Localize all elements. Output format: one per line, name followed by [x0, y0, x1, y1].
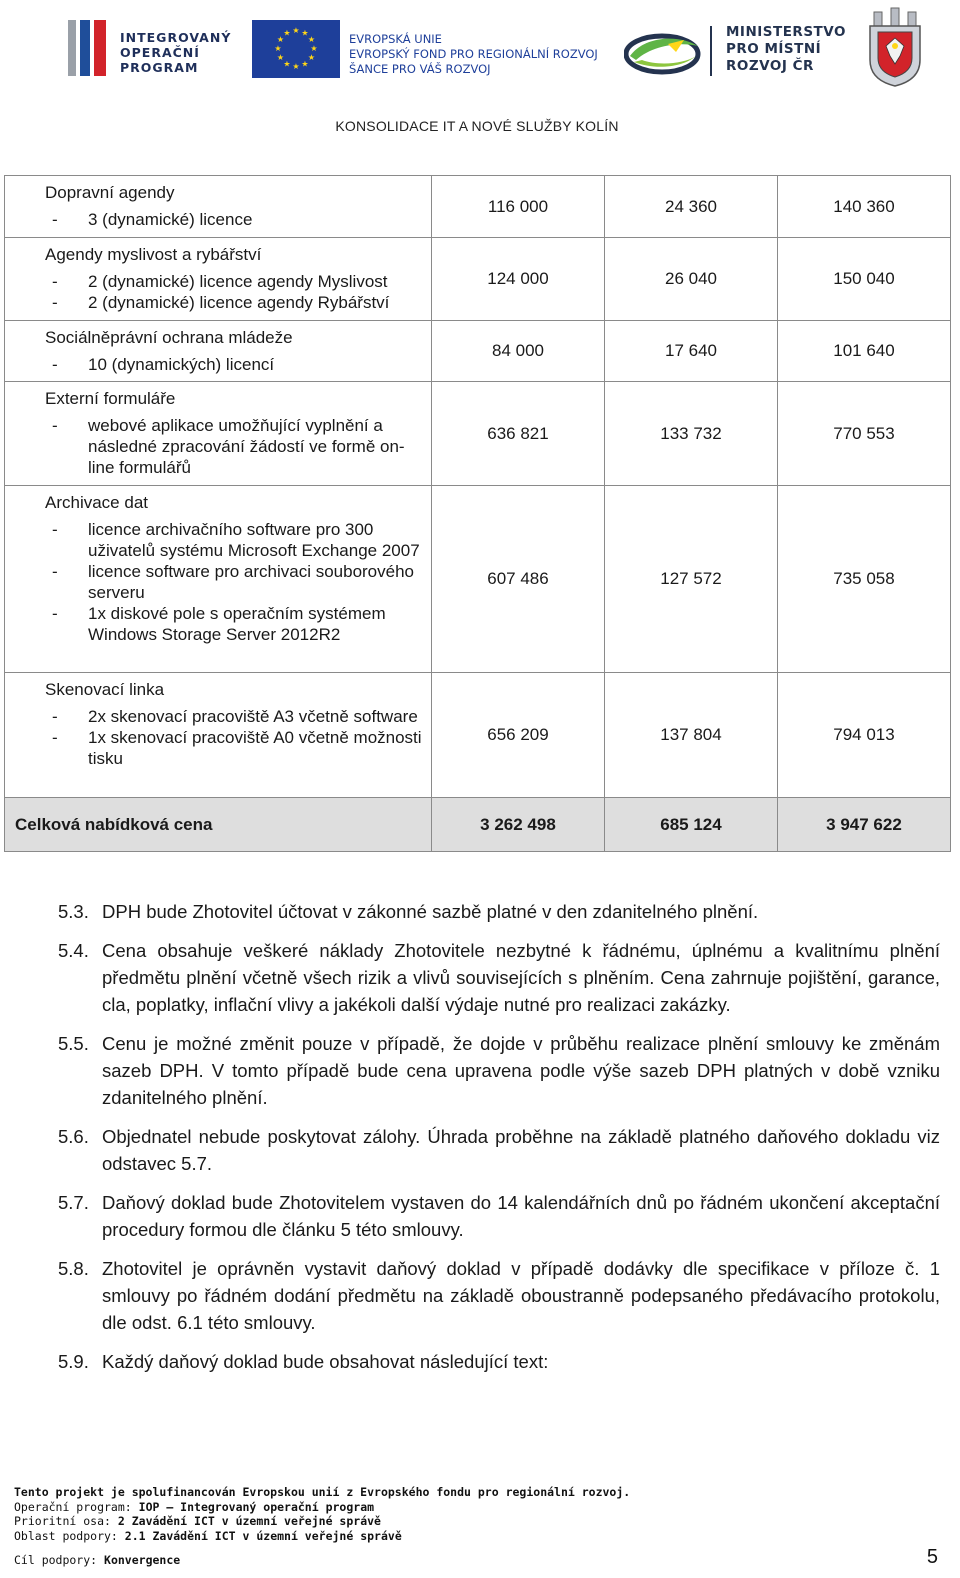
clause: [58, 1189, 940, 1243]
item-heading: Archivace dat: [45, 493, 148, 512]
total-price-with-vat: 3 947 622: [778, 798, 951, 852]
page-footer: [14, 1485, 914, 1568]
clause: [58, 937, 940, 1018]
price-without-vat: 116 000: [432, 176, 605, 238]
mmr-divider: [710, 26, 712, 76]
table-row: [5, 486, 951, 673]
item-description: [5, 382, 432, 486]
svg-text:★: ★: [292, 26, 300, 35]
list-item: - 1x skenovací pracoviště A0 včetně možnosti tisku: [45, 727, 423, 769]
clause-number: 5.3.: [58, 901, 89, 922]
clause-text: Cenu je možné změnit pouze v případě, že dojde v průběhu realizace plnění smlouvy ke změnám sazeb DPH. V tomto případě bude cena upravena podle výše sazeb DPH platných v době vzniku zdanitelného plnění.: [102, 1033, 940, 1108]
item-description: [5, 321, 432, 382]
table-row: [5, 176, 951, 238]
list-item: - 1x diskové pole s operačním systémem Windows Storage Server 2012R2: [45, 603, 423, 645]
list-item: - 10 (dynamických) licencí: [45, 354, 423, 375]
price-with-vat: 101 640: [778, 321, 951, 382]
price-without-vat: 607 486: [432, 486, 605, 673]
svg-text:★: ★: [301, 28, 309, 38]
clause-number: 5.9.: [58, 1351, 89, 1372]
svg-text:★: ★: [276, 35, 285, 44]
vat-amount: 17 640: [605, 321, 778, 382]
price-with-vat: 770 553: [778, 382, 951, 486]
table-row: [5, 673, 951, 798]
clause: [58, 1030, 940, 1111]
item-list: [45, 706, 423, 769]
list-item: - 3 (dynamické) licence: [45, 209, 423, 230]
list-item: - licence archivačního software pro 300 uživatelů systému Microsoft Exchange 2007: [45, 519, 423, 561]
price-table: [4, 175, 951, 852]
svg-text:★: ★: [307, 35, 316, 44]
clause: [58, 1348, 940, 1375]
table-row: [5, 321, 951, 382]
svg-text:★: ★: [283, 59, 291, 69]
item-list: [45, 415, 423, 478]
running-title: KONSOLIDACE IT A NOVÉ SLUŽBY KOLÍN: [335, 118, 619, 134]
table-row: [5, 238, 951, 321]
iop-logo-icon: [68, 20, 114, 76]
price-with-vat: 150 040: [778, 238, 951, 321]
footer-axis: Prioritní osa: 2 Zavádění ICT v územní veřejné správě: [14, 1514, 381, 1528]
clause: [58, 1123, 940, 1177]
vat-amount: 127 572: [605, 486, 778, 673]
vat-amount: 26 040: [605, 238, 778, 321]
footer-program: Operační program: IOP – Integrovaný operační program: [14, 1499, 375, 1514]
cofinancing-note: Tento projekt je spolufinancován Evropskou unií z Evropského fondu pro regionální rozvoj.: [14, 1485, 631, 1499]
footer-goal: Cíl podpory: Konvergence: [14, 1553, 181, 1567]
price-without-vat: 84 000: [432, 321, 605, 382]
footer-area: Oblast podpory: 2.1 Zavádění ICT v územní veřejné správě: [14, 1528, 402, 1543]
clause-text: Cena obsahuje veškeré náklady Zhotovitele nezbytné k řádnému, úplnému a kvalitnímu plnění předmětu plnění včetně všech rizik a vlivů souvisejících s plněním. Cena zahrnuje pojištění, garance, cla, poplatky, inflační vlivy a jakékoli další výdaje nutné pro realizaci zakázky.: [102, 940, 940, 1015]
item-list: [45, 271, 423, 313]
price-without-vat: 636 821: [432, 382, 605, 486]
item-heading: Agendy myslivost a rybářství: [45, 245, 262, 264]
svg-text:★: ★: [307, 53, 316, 62]
vat-amount: 137 804: [605, 673, 778, 798]
list-item: - 2 (dynamické) licence agendy Myslivost: [45, 271, 423, 292]
list-item: - 2 (dynamické) licence agendy Rybářství: [45, 292, 423, 313]
eu-logo-text: EVROPSKÁ UNIE EVROPSKÝ FOND PRO REGIONÁLNÍ ROZVOJ ŠANCE PRO VÁŠ ROZVOJ: [349, 32, 598, 76]
iop-logo-text: INTEGROVANÝ OPERAČNÍ PROGRAM: [120, 30, 232, 75]
clause-number: 5.6.: [58, 1126, 89, 1147]
clause-text: Každý daňový doklad bude obsahovat následující text:: [102, 1351, 549, 1372]
svg-text:★: ★: [301, 59, 309, 69]
total-row: [5, 798, 951, 852]
price-with-vat: 794 013: [778, 673, 951, 798]
vat-amount: 133 732: [605, 382, 778, 486]
list-item: - 2x skenovací pracoviště A3 včetně software: [45, 706, 423, 727]
item-heading: Dopravní agendy: [45, 183, 175, 202]
clause-text: DPH bude Zhotovitel účtovat v zákonné sazbě platné v den zdanitelného plnění.: [102, 901, 759, 922]
mmr-logo: [624, 22, 854, 82]
item-heading: Skenovací linka: [45, 680, 165, 699]
vat-amount: 24 360: [605, 176, 778, 238]
price-with-vat: 140 360: [778, 176, 951, 238]
item-list: [45, 209, 423, 230]
clause: [58, 898, 940, 925]
page-number: 5: [926, 1546, 938, 1568]
mmr-swoosh-icon: [624, 30, 702, 76]
clause-number: 5.7.: [58, 1192, 89, 1213]
item-description: [5, 486, 432, 673]
price-with-vat: 735 058: [778, 486, 951, 673]
price-without-vat: 124 000: [432, 238, 605, 321]
kolin-crest-icon: [860, 6, 930, 88]
clause-number: 5.8.: [58, 1258, 89, 1279]
item-list: [45, 519, 423, 645]
item-description: [5, 176, 432, 238]
clause: [58, 1255, 940, 1336]
svg-text:★: ★: [283, 28, 291, 38]
item-description: [5, 238, 432, 321]
total-vat-amount: 685 124: [605, 798, 778, 852]
logo-strip: [0, 0, 960, 100]
svg-text:★: ★: [292, 62, 300, 71]
item-description: [5, 673, 432, 798]
iop-logo: [68, 16, 232, 80]
eu-flag-icon: [252, 20, 340, 78]
eu-logo: [252, 20, 612, 80]
clause-number: 5.5.: [58, 1033, 89, 1054]
svg-text:★: ★: [310, 44, 318, 53]
mmr-logo-text: MINISTERSTVO PRO MÍSTNÍ ROZVOJ ČR: [726, 24, 846, 74]
total-label: Celková nabídková cena: [5, 798, 432, 852]
svg-text:★: ★: [274, 44, 282, 53]
svg-text:★: ★: [276, 53, 285, 62]
clause-number: 5.4.: [58, 940, 89, 961]
item-heading: Sociálněprávní ochrana mládeže: [45, 328, 293, 347]
clause-text: Objednatel nebude poskytovat zálohy. Úhrada proběhne na základě platného daňového dokladu viz odstavec 5.7.: [102, 1126, 940, 1174]
item-list: [45, 354, 423, 375]
total-price-without-vat: 3 262 498: [432, 798, 605, 852]
contract-clauses: [58, 898, 940, 1387]
clause-text: Daňový doklad bude Zhotovitelem vystaven do 14 kalendářních dnů po řádném ukončení akceptační procedury formou dle článku 5 této smlouvy.: [102, 1192, 940, 1240]
list-item: - licence software pro archivaci souborového serveru: [45, 561, 423, 603]
list-item: - webové aplikace umožňující vyplnění a následné zpracování žádostí ve formě on-line formulářů: [45, 415, 423, 478]
item-heading: Externí formuláře: [45, 389, 176, 408]
table-row: [5, 382, 951, 486]
price-without-vat: 656 209: [432, 673, 605, 798]
clause-text: Zhotovitel je oprávněn vystavit daňový doklad v případě dodávky dle specifikace v příloze č. 1 smlouvy po řádném dodání předmětu na základě oboustranně podepsaného předávacího protokolu, dle odst. 6.1 této smlouvy.: [102, 1258, 940, 1333]
